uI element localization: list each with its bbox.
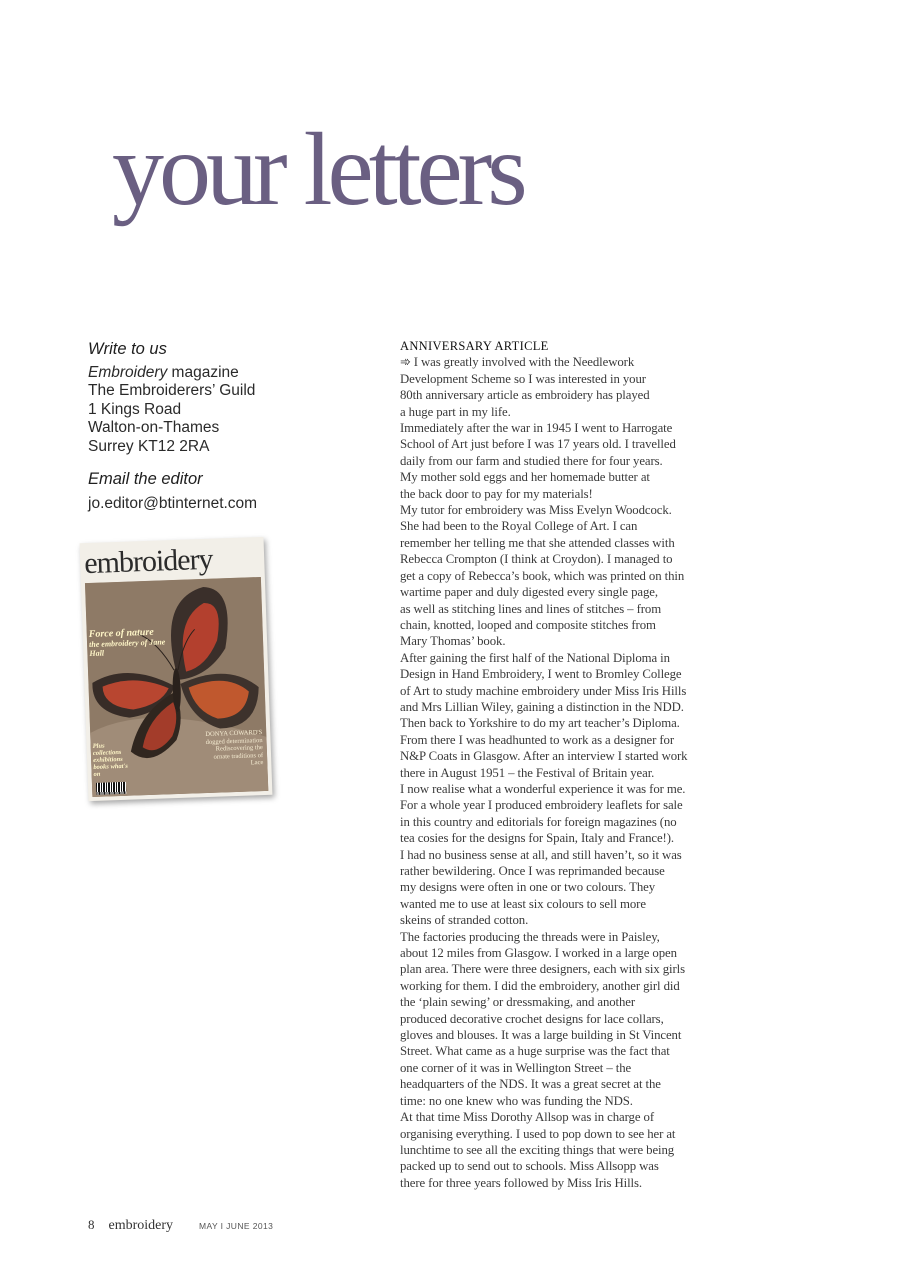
magazine-suffix: magazine <box>167 363 239 381</box>
cover-blurb <box>89 626 170 658</box>
magazine-cover-image <box>80 537 273 801</box>
footer-issue-date: MAY I JUNE 2013 <box>199 1221 274 1231</box>
address-line-3: Walton-on-Thames <box>88 419 220 437</box>
page-footer <box>88 1217 273 1234</box>
arrow-bullet-icon: ➾ <box>400 355 411 370</box>
page-title: your letters <box>112 112 523 227</box>
letter-article <box>400 338 740 1191</box>
address-magazine-line <box>88 364 318 383</box>
write-heading: Write to us <box>88 340 167 358</box>
page-number: 8 <box>88 1217 95 1232</box>
address-line-1: The Embroiderers’ Guild <box>88 382 256 400</box>
editor-email: jo.editor@btinternet.com <box>88 495 258 513</box>
barcode-icon <box>96 782 126 795</box>
address-line-2: 1 Kings Road <box>88 400 182 418</box>
email-heading: Email the editor <box>88 470 203 489</box>
footer-magazine-name: embroidery <box>108 1218 174 1233</box>
cover-side-text: DONYA COWARD'S dogged determination Rediscovering the ornate traditions of Lace <box>205 729 264 767</box>
article-text: I was greatly involved with the Needlework Development Scheme so I was interested in your 80th anniversary article as embroidery has played a huge part in my life. Immediately after the war in 1945 I went to Harrogate School of Art just before I was 17 years old. I travelled daily from our farm and studied there for four years. My mother sold eggs and her homemade butter at the back door to pay for my materials! My tutor for embroidery was Miss Evelyn Woodcock. She had been to the Royal College of Art. I can remember her telling me that she attended classes with Rebecca Crompton (I think at Croydon). I managed to get a copy of Rebecca’s book, which was printed on thin wartime paper and duly digested every single page, as well as stitching lines and lines of stitches – from chain, knotted, looped and composite stitches from Mary Thomas’ book. After gaining the first half of the National Diploma in Design in Hand Embroidery, I went to Bromley College of Art to study machine embroidery under Miss Iris Hills and Mrs Lillian Wiley, gaining a distinction in the NDD. Then back to Yorkshire to do my art teacher’s Diploma. From there I was headhunted to work as a designer for N&P Coats in Glasgow. After an interview I started work there in August 1951 – the Festival of Britain year. I now realise what a wonderful experience it was for me. For a whole year I produced embroidery leaflets for sale in this country and editorials for foreign magazines (no tea cosies for the designs for Spain, Italy and France!). I had no business sense at all, and still haven’t, so it was rather bewildering. Once I was reprimanded because my designs were often in one or two colours. They wanted me to use at least six colours to sell more skeins of stranded cotton. The factories producing the threads were in Paisley, about 12 miles from Glasgow. I worked in a large open plan area. There were three designers, each with six girls working for them. I did the embroidery, another girl did the ‘plain sewing’ or dressmaking, and another produced decorative crochet designs for lace collars, gloves and blouses. It was a large building in St Vincent Street. What came as a huge surprise was the fact that one corner of it was in Wellington Street – the headquarters of the NDS. It was a great secret at the time: no one knew who was funding the NDS. At that time Miss Dorothy Allsop was in charge of organising everything. I used to pop down to see her at lunchtime to see all the exciting things that were being packed up to send out to schools. Miss Allsopp was there for three years followed by Miss Iris Hills. <box>400 355 688 1190</box>
article-heading: ANNIVERSARY ARTICLE <box>400 339 549 353</box>
cover-blurb-headline: Force of nature <box>88 626 154 641</box>
cover-masthead: embroidery <box>83 542 214 581</box>
contact-sidebar <box>88 340 318 513</box>
address-line-4: Surrey KT12 2RA <box>88 437 210 455</box>
cover-plus-text: Plus collections exhibitions books what's on <box>92 742 128 778</box>
cover-blurb-subline: the embroidery of Jane Hall <box>88 637 166 659</box>
magazine-name: Embroidery <box>88 363 168 381</box>
article-body <box>400 354 740 1191</box>
